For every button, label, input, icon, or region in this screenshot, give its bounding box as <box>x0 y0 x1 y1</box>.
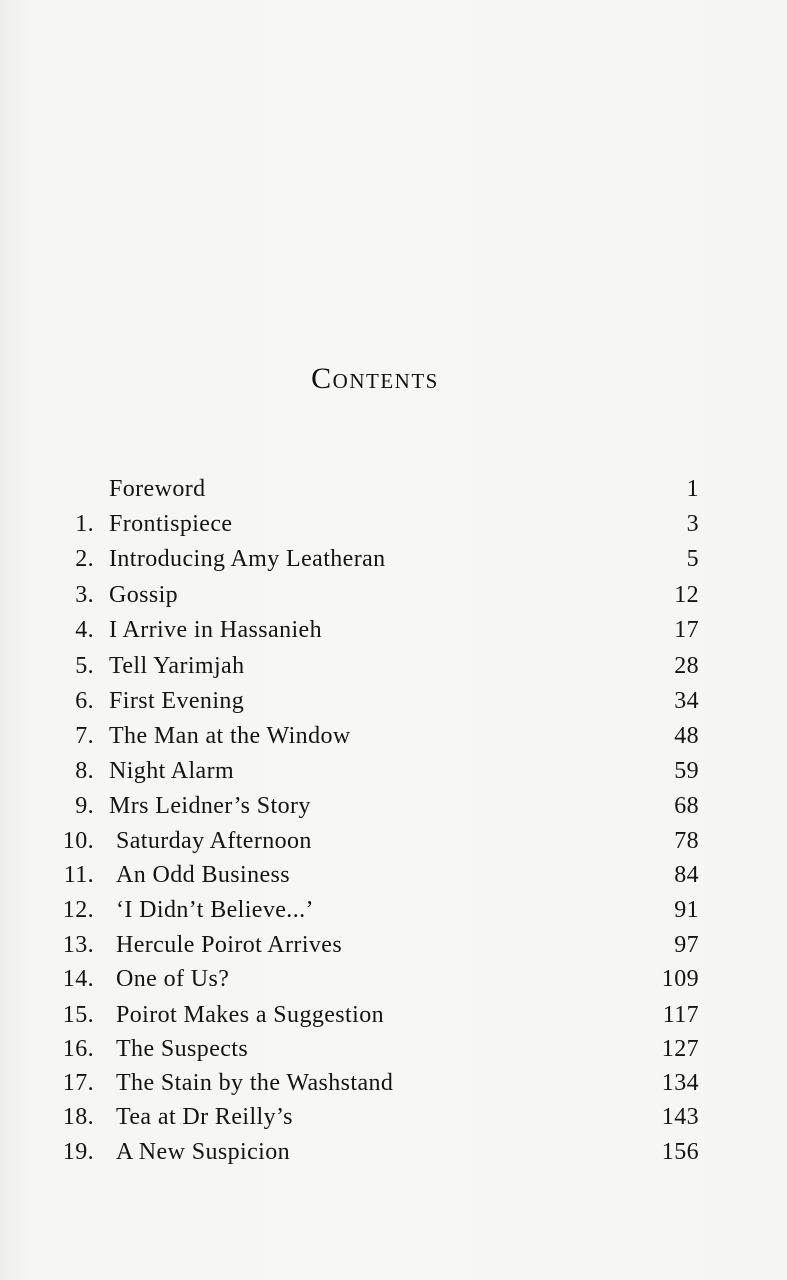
chapter-title: Tea at Dr Reilly’s <box>116 1104 293 1130</box>
page-number: 156 <box>661 1139 699 1165</box>
page-number: 109 <box>661 966 699 992</box>
toc-entry <box>0 719 787 753</box>
chapter-title: The Stain by the Washstand <box>116 1070 394 1096</box>
chapter-title: An Odd Business <box>116 862 291 888</box>
chapter-title: I Arrive in Hassanieh <box>109 617 323 643</box>
chapter-number: 13. <box>62 932 94 958</box>
toc-entry <box>0 1100 787 1134</box>
toc-entry <box>0 789 787 823</box>
chapter-title: Poirot Makes a Suggestion <box>116 1002 384 1028</box>
toc-entry <box>0 824 787 858</box>
page-number: 3 <box>686 511 699 537</box>
page-number: 28 <box>674 653 699 679</box>
chapter-number: 5. <box>75 653 94 679</box>
chapter-number: 9. <box>75 793 94 819</box>
page-number: 12 <box>674 582 699 608</box>
chapter-number: 15. <box>62 1002 94 1028</box>
toc-entry <box>0 684 787 718</box>
chapter-number: 11. <box>63 862 94 888</box>
chapter-title: Introducing Amy Leatheran <box>109 546 386 572</box>
toc-entry <box>0 542 787 576</box>
chapter-number: 1. <box>75 511 94 537</box>
page-number: 91 <box>674 897 699 923</box>
toc-entry <box>0 1032 787 1066</box>
page-number: 134 <box>661 1070 699 1096</box>
chapter-title: The Man at the Window <box>109 723 351 749</box>
chapter-number: 3. <box>75 582 94 608</box>
chapter-title: Gossip <box>109 582 179 608</box>
page-number: 143 <box>661 1104 699 1130</box>
chapter-title: A New Suspicion <box>116 1139 290 1165</box>
toc-entry <box>0 754 787 788</box>
chapter-title: Foreword <box>109 476 206 502</box>
toc-entry <box>0 507 787 541</box>
chapter-number: 16. <box>62 1036 94 1062</box>
page-number: 1 <box>686 476 699 502</box>
chapter-title: ‘I Didn’t Believe...’ <box>116 897 314 923</box>
page-number: 84 <box>674 862 699 888</box>
chapter-number: 10. <box>62 828 94 854</box>
toc-entry <box>0 472 787 506</box>
page-number: 97 <box>674 932 699 958</box>
contents-heading: Contents <box>311 362 439 395</box>
toc-entry <box>0 998 787 1032</box>
chapter-number: 18. <box>62 1104 94 1130</box>
chapter-number: 19. <box>62 1139 94 1165</box>
toc-entry <box>0 578 787 612</box>
chapter-number: 2. <box>75 546 94 572</box>
page-number: 117 <box>662 1002 699 1028</box>
chapter-title: Saturday Afternoon <box>116 828 312 854</box>
chapter-title: The Suspects <box>116 1036 249 1062</box>
chapter-title: Night Alarm <box>109 758 235 784</box>
toc-entry <box>0 1135 787 1169</box>
page-number: 59 <box>674 758 699 784</box>
chapter-number: 6. <box>75 688 94 714</box>
page-number: 127 <box>661 1036 699 1062</box>
page-number: 48 <box>674 723 699 749</box>
chapter-title: Frontispiece <box>109 511 233 537</box>
page-number: 78 <box>674 828 699 854</box>
chapter-title: First Evening <box>109 688 245 714</box>
page-number: 5 <box>686 546 699 572</box>
chapter-number: 17. <box>62 1070 94 1096</box>
chapter-number: 4. <box>75 617 94 643</box>
page-number: 34 <box>674 688 699 714</box>
chapter-title: Hercule Poirot Arrives <box>116 932 343 958</box>
toc-entry <box>0 962 787 996</box>
toc-entry <box>0 858 787 892</box>
toc-entry <box>0 613 787 647</box>
chapter-number: 7. <box>75 723 94 749</box>
chapter-number: 14. <box>62 966 94 992</box>
chapter-title: One of Us? <box>116 966 230 992</box>
chapter-number: 12. <box>62 897 94 923</box>
toc-entry <box>0 893 787 927</box>
toc-entry <box>0 928 787 962</box>
chapter-title: Mrs Leidner’s Story <box>109 793 311 819</box>
chapter-title: Tell Yarimjah <box>109 653 245 679</box>
toc-entry <box>0 649 787 683</box>
toc-entry <box>0 1066 787 1100</box>
chapter-number: 8. <box>75 758 94 784</box>
page-number: 68 <box>674 793 699 819</box>
page-number: 17 <box>674 617 699 643</box>
